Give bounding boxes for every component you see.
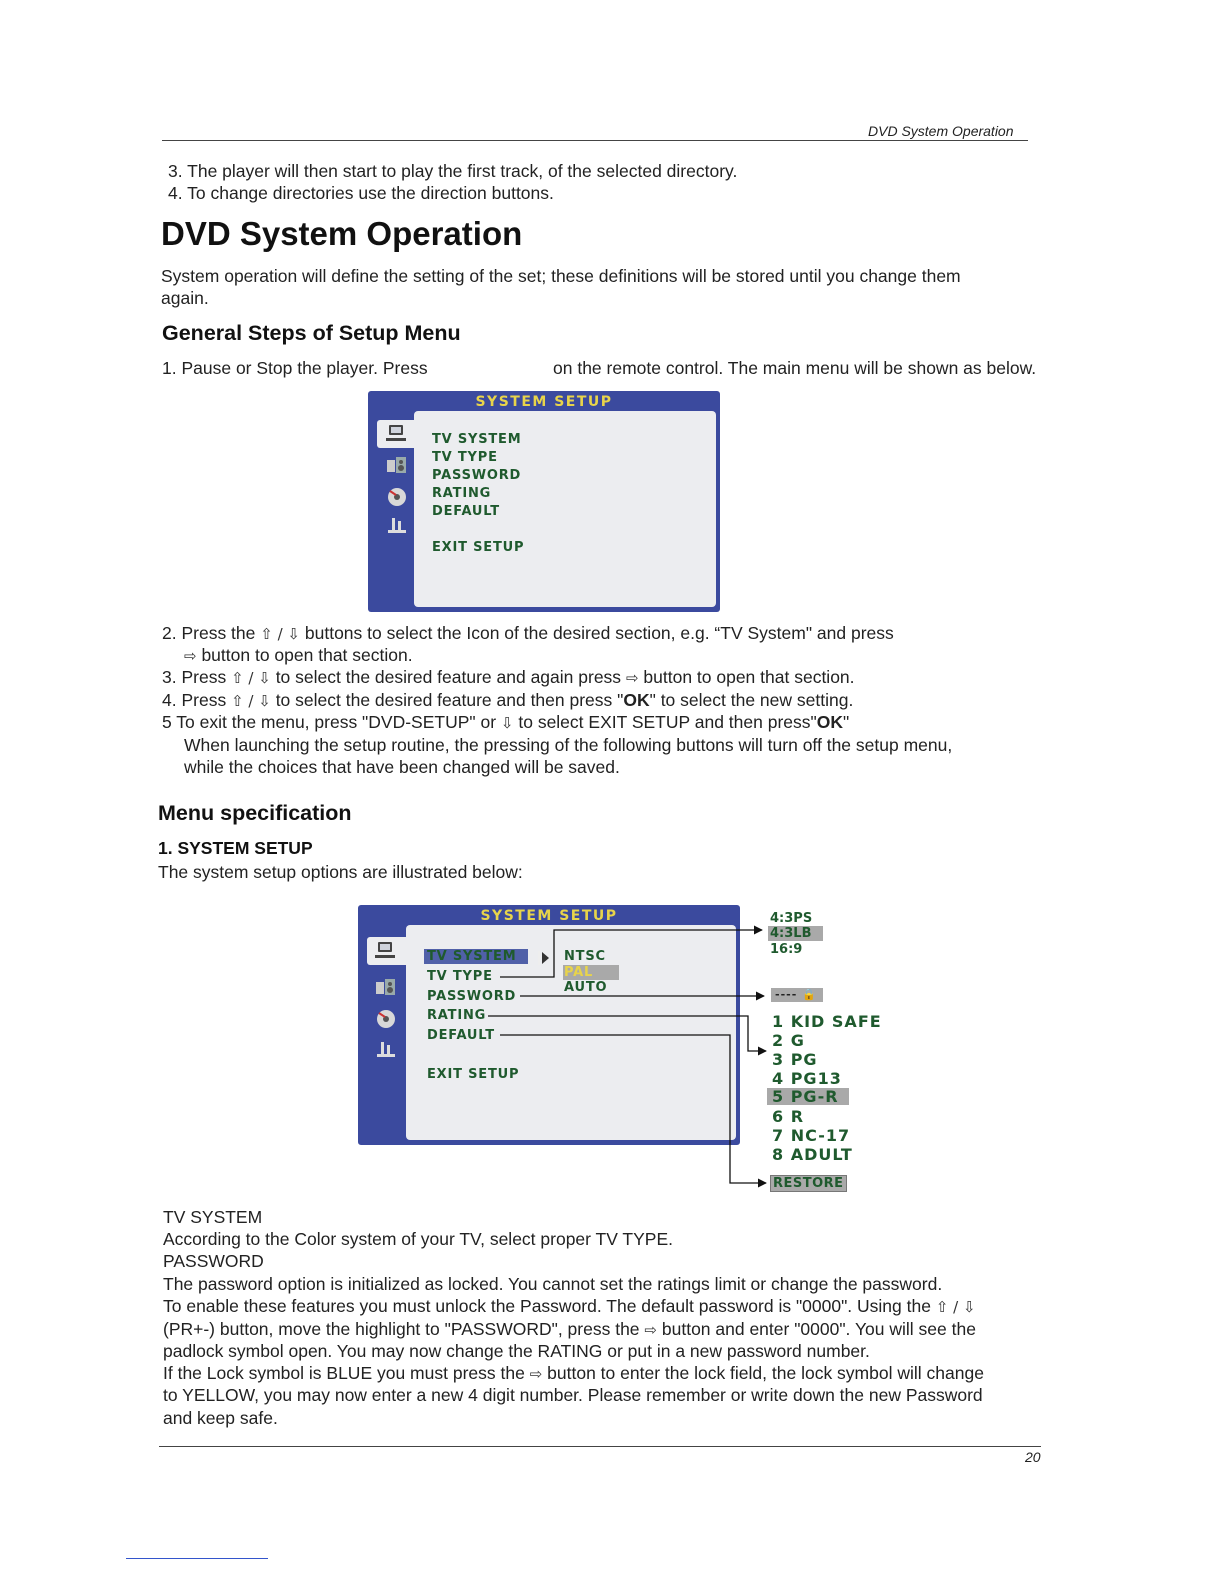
footer-link-underline — [126, 1558, 268, 1559]
right-arrow-icon: ⇨ — [625, 669, 639, 687]
step5-line2: When launching the setup routine, the pressing of the following buttons will turn off the setup menu, — [184, 735, 953, 755]
password-label: PASSWORD — [163, 1251, 264, 1271]
tv-system-option-pal[interactable]: PAL — [563, 965, 619, 980]
password-text-7: and keep safe. — [163, 1408, 278, 1428]
menu-title: SYSTEM SETUP — [475, 394, 613, 410]
right-arrow-icon: ⇨ — [644, 1321, 657, 1339]
password-text-4: padlock symbol open. You may now change the RATING or put in a new password number. — [163, 1341, 870, 1361]
step5-text-c: " — [842, 712, 850, 732]
intro-step-4: 4. To change directories use the direction buttons. — [168, 183, 554, 203]
password-text-5a: If the Lock symbol is BLUE you must press the — [163, 1363, 525, 1383]
menu-item-default[interactable]: DEFAULT — [432, 504, 500, 519]
tv-type-option-43lb[interactable]: 4:3LB — [768, 926, 823, 941]
menu-item-password[interactable]: PASSWORD — [432, 468, 522, 483]
rating-option-6[interactable]: 6 R — [772, 1107, 805, 1126]
ok-label: OK — [623, 690, 650, 710]
rating-connector — [488, 1016, 766, 1051]
system-setup-subheading: 1. SYSTEM SETUP — [158, 838, 313, 858]
step3-text-c: button to open that section. — [643, 667, 855, 687]
password-text-1: The password option is initialized as locked. You cannot set the ratings limit or change the password. — [163, 1274, 943, 1294]
description-line-2: again. — [161, 288, 209, 308]
step2-text-b: buttons to select the Icon of the desired section, e.g. “TV System" and press — [304, 623, 894, 643]
password-text-3 — [163, 1318, 976, 1341]
menu-item-password[interactable]: PASSWORD — [427, 989, 517, 1004]
password-text-6: to YELLOW, you may now enter a new 4 digit number. Please remember or write down the new Password — [163, 1385, 983, 1405]
step3-text-a: 3. Press — [162, 667, 227, 687]
menu-item-default[interactable]: DEFAULT — [427, 1028, 495, 1043]
step5-text-b: to select EXIT SETUP and then press" — [518, 712, 817, 732]
password-text-3b: button and enter "0000". You will see the — [661, 1319, 976, 1339]
step3-text-b: to select the desired feature and again press — [275, 667, 622, 687]
step1-part-a: 1. Pause or Stop the player. Press — [162, 358, 428, 378]
menu-spec-caption: The system setup options are illustrated below: — [158, 862, 523, 882]
footer-rule — [159, 1446, 1041, 1447]
step4-text-a: 4. Press — [162, 690, 227, 710]
password-text-5 — [163, 1362, 984, 1385]
tv-system-option-auto[interactable]: AUTO — [564, 980, 608, 995]
menu-title: SYSTEM SETUP — [480, 908, 618, 924]
rating-option-8[interactable]: 8 ADULT — [772, 1145, 853, 1164]
rating-option-1[interactable]: 1 KID SAFE — [772, 1012, 882, 1031]
down-arrow-icon: ⇩ — [500, 714, 514, 732]
menu-spec-heading: Menu specification — [158, 801, 352, 825]
default-connector — [500, 1035, 766, 1183]
password-text-2a: To enable these features you must unlock the Password. The default password is "0000". Using the — [163, 1296, 931, 1316]
page-title: DVD System Operation — [161, 215, 523, 252]
tv-type-option-43ps[interactable]: 4:3PS — [770, 911, 813, 926]
step2-text-c: button to open that section. — [201, 645, 413, 665]
up-down-arrow-icon: ⇧ / ⇩ — [231, 669, 271, 687]
password-text-2 — [163, 1295, 976, 1318]
tv-system-label: TV SYSTEM — [163, 1207, 263, 1227]
page-number: 20 — [1025, 1449, 1041, 1465]
up-down-arrow-icon: ⇧ / ⇩ — [935, 1298, 976, 1316]
password-text-5b: button to enter the lock field, the lock symbol will change — [547, 1363, 984, 1383]
step1-part-b: on the remote control. The main menu will be shown as below. — [553, 358, 1037, 378]
tv-type-connector — [500, 930, 762, 977]
right-arrow-icon: ⇨ — [184, 647, 197, 665]
menu-item-tv-type[interactable]: TV TYPE — [432, 450, 498, 465]
tv-system-option-ntsc[interactable]: NTSC — [564, 949, 606, 964]
right-arrow-icon: ⇨ — [529, 1365, 543, 1383]
restore-button[interactable]: RESTORE — [770, 1175, 847, 1192]
up-down-arrow-icon: ⇧ / ⇩ — [260, 625, 300, 643]
rating-option-3[interactable]: 3 PG — [772, 1050, 818, 1069]
menu-item-tv-system[interactable]: TV SYSTEM — [424, 949, 528, 964]
rating-option-4[interactable]: 4 PG13 — [772, 1069, 842, 1088]
ok-label: OK — [816, 712, 843, 732]
tv-type-option-169[interactable]: 16:9 — [770, 942, 803, 957]
menu-item-rating[interactable]: RATING — [432, 486, 492, 501]
menu-item-exit-setup[interactable]: EXIT SETUP — [432, 540, 525, 555]
menu-item-tv-type[interactable]: TV TYPE — [427, 969, 493, 984]
step4-text-b: to select the desired feature and then press " — [275, 690, 624, 710]
menu-item-exit-setup[interactable]: EXIT SETUP — [427, 1067, 520, 1082]
menu-item-rating[interactable]: RATING — [427, 1008, 487, 1023]
general-steps-heading: General Steps of Setup Menu — [162, 321, 461, 345]
rating-option-2[interactable]: 2 G — [772, 1031, 805, 1050]
description-line-1: System operation will define the setting of the set; these definitions will be stored until you change them — [161, 266, 961, 286]
rating-option-7[interactable]: 7 NC-17 — [772, 1126, 851, 1145]
step2-text-a: 2. Press the — [162, 623, 256, 643]
menu-item-tv-system[interactable]: TV SYSTEM — [432, 432, 522, 447]
running-title: DVD System Operation — [868, 123, 1014, 139]
step5-line3: while the choices that have been changed will be saved. — [184, 757, 620, 777]
password-text-3a: (PR+-) button, move the highlight to "PASSWORD", press the — [163, 1319, 640, 1339]
intro-step-3: 3. The player will then start to play the first track, of the selected directory. — [168, 161, 738, 181]
step4-text-c: " to select the new setting. — [649, 690, 854, 710]
step5-text-a: 5 To exit the menu, press "DVD-SETUP" or — [162, 712, 497, 732]
password-field[interactable]: ---- 🔒 — [771, 988, 823, 1002]
rating-option-5[interactable]: 5 PG-R — [767, 1088, 849, 1105]
up-down-arrow-icon: ⇧ / ⇩ — [231, 692, 271, 710]
tv-system-description: According to the Color system of your TV, select proper TV TYPE. — [163, 1229, 674, 1249]
